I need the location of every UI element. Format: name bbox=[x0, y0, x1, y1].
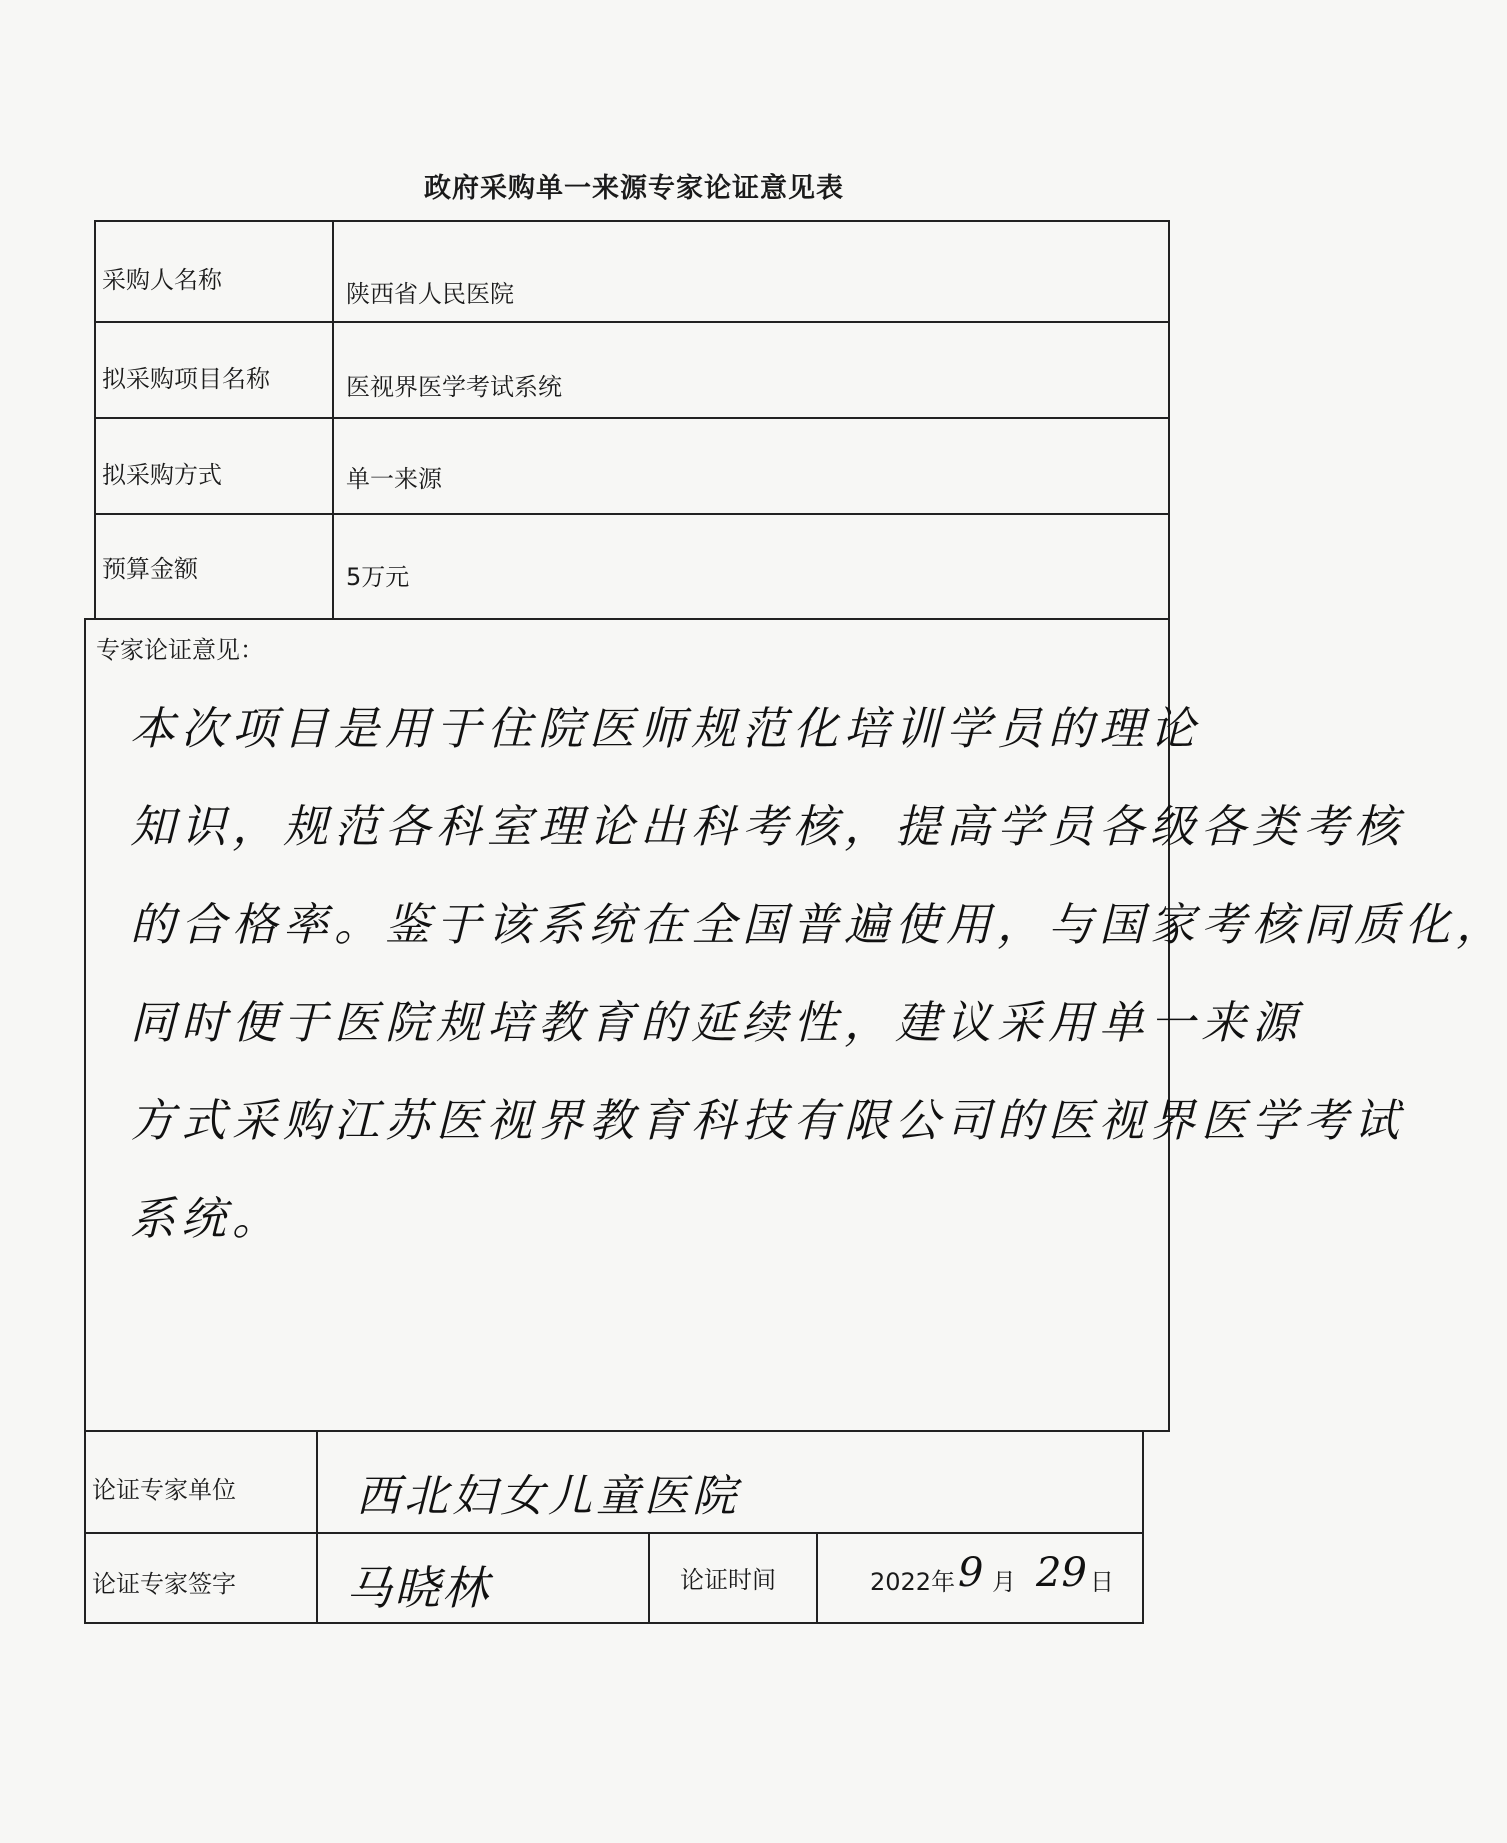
row-budget bbox=[96, 515, 1168, 618]
page-title: 政府采购单一来源专家论证意见表 bbox=[424, 173, 844, 204]
signature-label: 论证专家签字 bbox=[92, 1570, 236, 1598]
unit-label: 论证专家单位 bbox=[92, 1476, 236, 1504]
opinion-line: 本次项目是用于住院医师规范化培训学员的理论 bbox=[130, 702, 1202, 755]
row-signature bbox=[86, 1534, 1142, 1622]
budget-value: 5万元 bbox=[346, 563, 410, 591]
purchaser-value: 陕西省人民医院 bbox=[346, 280, 514, 308]
project-value: 医视界医学考试系统 bbox=[346, 373, 562, 401]
footer-table bbox=[84, 1430, 1144, 1624]
budget-label: 预算金额 bbox=[102, 555, 198, 583]
opinion-line: 系统。 bbox=[130, 1192, 284, 1245]
date-month: 9 bbox=[958, 1550, 984, 1596]
opinion-line: 知识，规范各科室理论出科考核，提高学员各级各类考核 bbox=[130, 800, 1406, 853]
row-purchaser bbox=[96, 222, 1168, 323]
row-unit bbox=[86, 1432, 1142, 1534]
opinion-line: 同时便于医院规培教育的延续性，建议采用单一来源 bbox=[130, 996, 1304, 1049]
row-project bbox=[96, 323, 1168, 419]
method-label: 拟采购方式 bbox=[102, 461, 222, 489]
method-value: 单一来源 bbox=[346, 465, 442, 493]
purchaser-label: 采购人名称 bbox=[102, 266, 222, 294]
opinion-label: 专家论证意见： bbox=[96, 636, 264, 664]
opinion-line: 的合格率。鉴于该系统在全国普遍使用，与国家考核同质化， bbox=[130, 898, 1507, 951]
info-table bbox=[94, 220, 1170, 620]
row-method bbox=[96, 419, 1168, 515]
footer-divider-2 bbox=[648, 1534, 650, 1622]
month-char: 月 bbox=[992, 1568, 1016, 1596]
date-day: 29 bbox=[1036, 1550, 1087, 1596]
unit-value: 西北妇女儿童医院 bbox=[356, 1471, 740, 1522]
info-table-divider bbox=[332, 222, 334, 618]
time-label: 论证时间 bbox=[680, 1566, 776, 1594]
project-label: 拟采购项目名称 bbox=[102, 365, 270, 393]
day-char: 日 bbox=[1090, 1568, 1114, 1596]
opinion-line: 方式采购江苏医视界教育科技有限公司的医视界医学考试 bbox=[130, 1094, 1406, 1147]
opinion-text bbox=[130, 680, 1507, 1268]
footer-divider-3 bbox=[816, 1534, 818, 1622]
signature-value: 马晓林 bbox=[346, 1561, 490, 1615]
date-year: 2022年 bbox=[870, 1568, 956, 1596]
